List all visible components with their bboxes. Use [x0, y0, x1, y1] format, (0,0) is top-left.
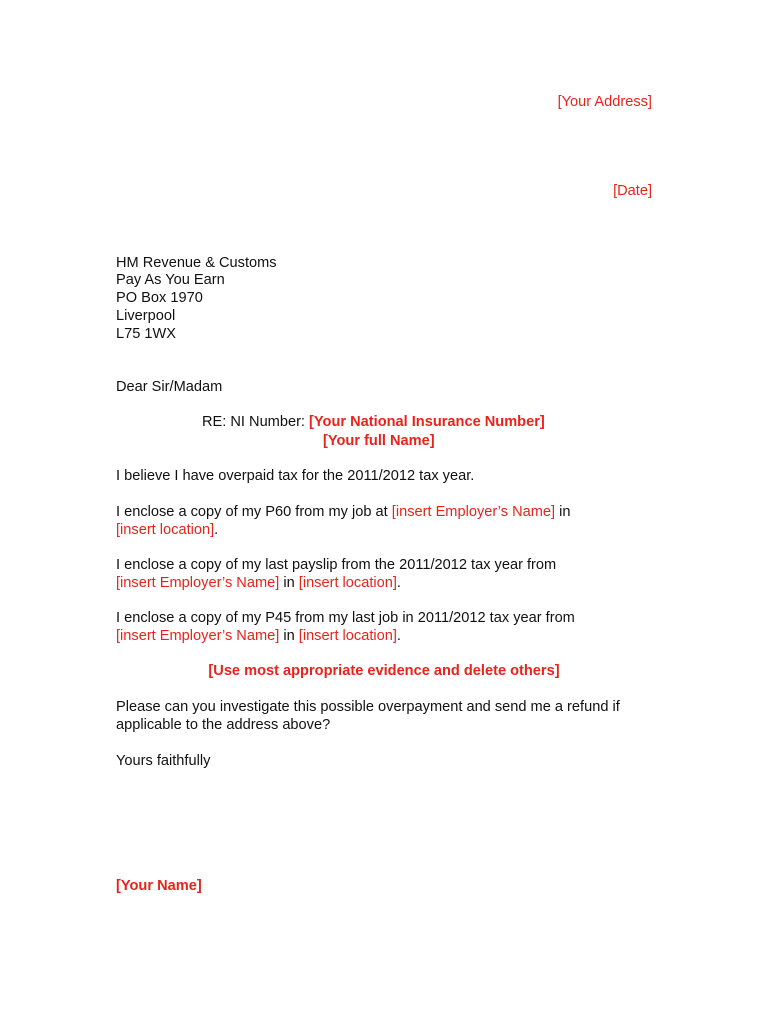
- letter-date: [Date]: [613, 183, 652, 199]
- p60-employer-placeholder: [insert Employer’s Name]: [391, 504, 556, 520]
- paragraph-payslip-line-2: [116, 574, 401, 592]
- payslip-employer-placeholder: [insert Employer’s Name]: [116, 575, 280, 591]
- recipient-line-5: L75 1WX: [116, 326, 177, 342]
- salutation: Dear Sir/Madam: [116, 379, 223, 395]
- payslip-location-placeholder: [insert location]: [298, 575, 397, 591]
- evidence-instruction: [Use most appropriate evidence and delete others]: [208, 663, 560, 679]
- p45-location-placeholder: [insert location]: [298, 628, 397, 644]
- paragraph-p45-line-2: [116, 627, 401, 645]
- p60-end: .: [214, 522, 219, 538]
- ni-number-placeholder: [Your National Insurance Number]: [309, 414, 545, 430]
- p45-employer-placeholder: [insert Employer’s Name]: [116, 628, 280, 644]
- re-label: RE: NI Number:: [202, 414, 310, 430]
- signature-placeholder: [Your Name]: [116, 878, 202, 894]
- paragraph-request-line-1: Please can you investigate this possible overpayment and send me a refund if: [116, 699, 620, 715]
- recipient-line-3: PO Box 1970: [116, 290, 203, 306]
- payslip-in: in: [279, 575, 299, 591]
- payslip-end: .: [396, 575, 401, 591]
- recipient-line-4: Liverpool: [116, 308, 176, 324]
- closing: Yours faithfully: [116, 753, 211, 769]
- p60-text: I enclose a copy of my P60 from my job at: [116, 504, 392, 520]
- paragraph-p45-line-1: I enclose a copy of my P45 from my last job in 2011/2012 tax year from: [116, 610, 575, 626]
- recipient-line-1: HM Revenue & Customs: [116, 255, 277, 271]
- paragraph-payslip-line-1: I enclose a copy of my last payslip from the 2011/2012 tax year from: [116, 557, 557, 573]
- p45-in: in: [279, 628, 299, 644]
- paragraph-overpaid: I believe I have overpaid tax for the 2011/2012 tax year.: [116, 468, 475, 484]
- recipient-line-2: Pay As You Earn: [116, 272, 225, 288]
- paragraph-p60-line-2: [116, 521, 218, 539]
- full-name-placeholder: [Your full Name]: [323, 433, 435, 449]
- paragraph-request-line-2: applicable to the address above?: [116, 717, 331, 733]
- sender-address: [Your Address]: [557, 94, 652, 110]
- re-line: [202, 413, 545, 431]
- p45-end: .: [396, 628, 401, 644]
- p60-location-placeholder: [insert location]: [116, 522, 215, 538]
- paragraph-p60-line-1: [116, 503, 571, 521]
- p60-in: in: [555, 504, 571, 520]
